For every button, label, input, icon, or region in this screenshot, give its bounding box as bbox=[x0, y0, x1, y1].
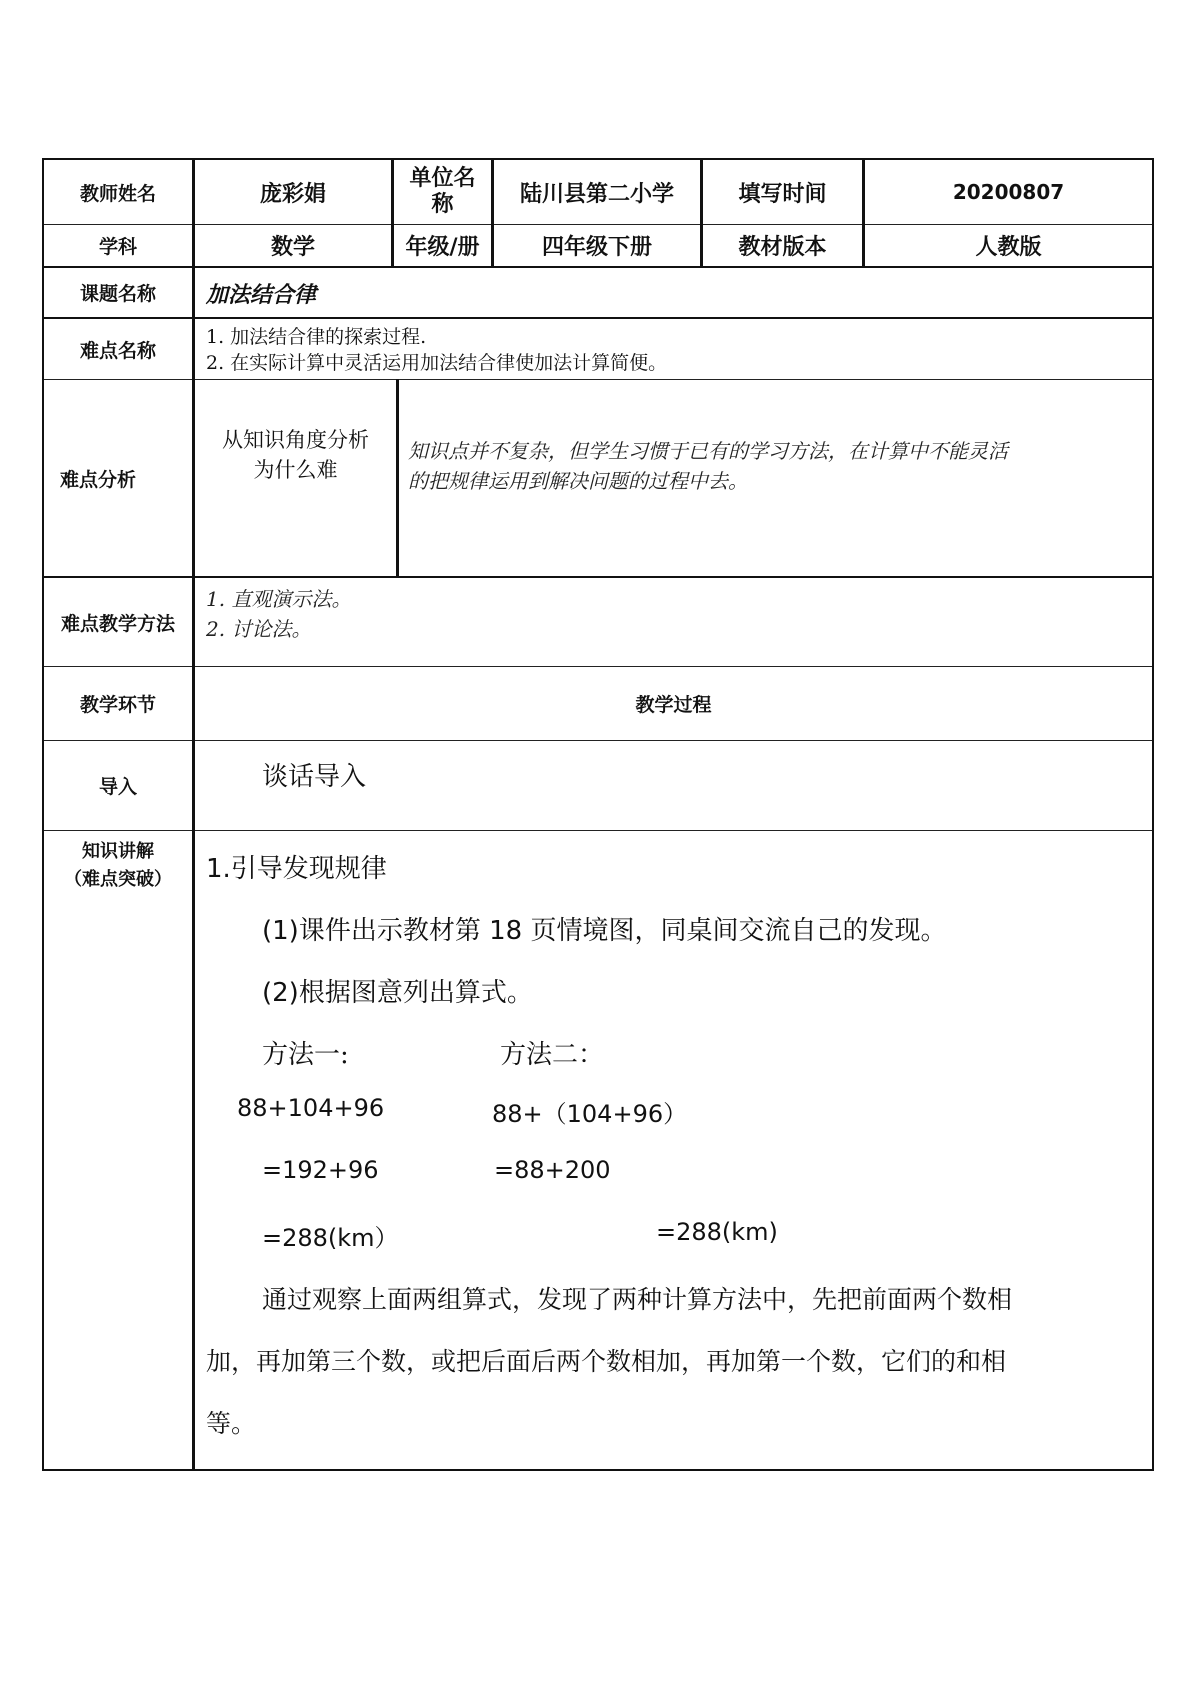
methods-list bbox=[206, 584, 351, 644]
grade-value: 四年级下册 bbox=[541, 235, 652, 260]
method2-line2: =88+200 bbox=[494, 1156, 611, 1184]
analysis-sublabel-line2: 为什么难 bbox=[253, 458, 338, 482]
method-item-2: 2. 讨论法。 bbox=[206, 617, 312, 641]
edition-value: 人教版 bbox=[975, 235, 1042, 260]
knowledge-label bbox=[44, 836, 192, 896]
row-divider bbox=[44, 740, 1152, 741]
row-divider bbox=[44, 317, 1152, 319]
analysis-sublabel bbox=[195, 380, 396, 530]
subject-value: 数学 bbox=[270, 235, 315, 260]
method2-line3: =288(km) bbox=[656, 1218, 778, 1246]
edition-label: 教材版本 bbox=[738, 235, 827, 260]
teacher-label: 教师姓名 bbox=[79, 182, 156, 205]
topic-value: 加法结合律 bbox=[206, 283, 317, 308]
intro-label: 导入 bbox=[98, 776, 137, 798]
column-divider bbox=[396, 379, 399, 576]
knowledge-step1: (1)课件出示教材第 18 页情境图，同桌间交流自己的发现。 bbox=[262, 916, 947, 946]
row-divider bbox=[44, 266, 1152, 268]
stage-header: 教学环节 bbox=[79, 694, 156, 716]
conclusion-line3: 等。 bbox=[206, 1409, 257, 1438]
lesson-plan-table bbox=[42, 158, 1154, 1471]
analysis-text-line2: 的把规律运用到解决问题的过程中去。 bbox=[408, 469, 748, 493]
analysis-sublabel-line1: 从知识角度分析 bbox=[222, 428, 369, 452]
method1-line2: =192+96 bbox=[262, 1156, 379, 1184]
unit-label bbox=[394, 160, 491, 224]
process-header: 教学过程 bbox=[635, 694, 712, 716]
difficulty-item-1: 1. 加法结合律的探索过程. bbox=[206, 326, 427, 348]
grade-label: 年级/册 bbox=[405, 235, 480, 260]
method2-title: 方法二： bbox=[500, 1040, 605, 1070]
analysis-text bbox=[408, 436, 1008, 496]
date-label: 填写时间 bbox=[738, 181, 827, 207]
subject-label: 学科 bbox=[98, 236, 137, 258]
unit-label-line2: 称 bbox=[431, 192, 454, 217]
difficulty-item-2: 2. 在实际计算中灵活运用加法结合律使加法计算简便。 bbox=[206, 352, 668, 374]
row-divider bbox=[44, 830, 1152, 831]
knowledge-step2: (2)根据图意列出算式。 bbox=[262, 978, 533, 1008]
column-divider bbox=[192, 160, 195, 1469]
intro-content: 谈话导入 bbox=[262, 762, 367, 792]
conclusion-line1: 通过观察上面两组算式，发现了两种计算方法中，先把前面两个数相 bbox=[262, 1285, 1013, 1314]
teacher-name: 庞彩娟 bbox=[259, 181, 326, 207]
difficulty-label: 难点名称 bbox=[79, 339, 156, 362]
method1-line3: =288(km） bbox=[262, 1224, 399, 1252]
row-divider bbox=[44, 576, 1152, 578]
method1-line1: 88+104+96 bbox=[237, 1094, 385, 1122]
knowledge-label-line2: （难点突破） bbox=[64, 869, 172, 890]
knowledge-label-line1: 知识讲解 bbox=[82, 841, 154, 862]
date-value: 20200807 bbox=[952, 180, 1065, 204]
difficulty-list bbox=[206, 324, 667, 376]
conclusion-line2: 加，再加第三个数，或把后面后两个数相加，再加第一个数，它们的和相 bbox=[206, 1347, 1007, 1376]
analysis-text-line1: 知识点并不复杂，但学生习惯于已有的学习方法，在计算中不能灵活 bbox=[408, 439, 1008, 463]
unit-label-line1: 单位名 bbox=[409, 166, 476, 191]
knowledge-heading: 1.引导发现规律 bbox=[206, 854, 387, 884]
method-item-1: 1. 直观演示法。 bbox=[206, 587, 352, 611]
method2-line1: 88+（104+96） bbox=[492, 1100, 688, 1128]
analysis-label: 难点分析 bbox=[59, 468, 136, 491]
unit-name: 陆川县第二小学 bbox=[519, 181, 674, 207]
methods-label: 难点教学方法 bbox=[60, 612, 175, 635]
topic-label: 课题名称 bbox=[79, 283, 156, 305]
method1-title: 方法一: bbox=[262, 1040, 349, 1070]
